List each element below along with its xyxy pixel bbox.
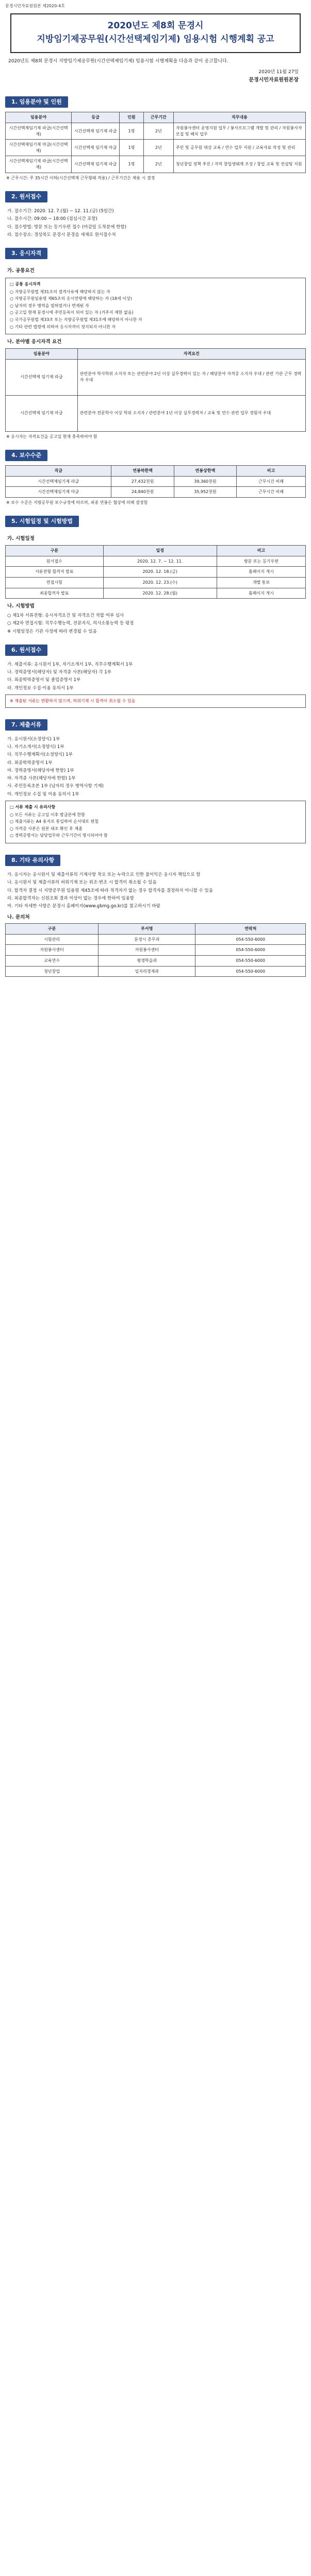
table-cell: 자원봉사센터 운영지원 업무 / 봉사프로그램 개발 및 관리 / 자원봉사자 모집 및 배치 업무 [173, 123, 305, 140]
positions-table [5, 112, 306, 173]
table-header: 근무기간 [143, 112, 173, 123]
box-line: ○ 자격증 사본은 원본 대조 확인 후 제출 [10, 826, 83, 831]
method-subtitle: 나. 시험방법 [7, 603, 35, 609]
application-list [7, 208, 304, 238]
table-cell: 시간선택제임기제 라급 [6, 476, 111, 487]
list-item: ※ 시험일정은 기관 사정에 따라 변경될 수 있음 [7, 629, 97, 634]
table-header: 비고 [217, 546, 305, 556]
table-row [6, 966, 306, 977]
table-row [6, 945, 306, 956]
box-line: ○ 국가공무원법 제33조 또는 지방공무원법 제31조에 해당하지 아니한 자 [10, 317, 142, 323]
table-cell: 시험관리 [6, 934, 99, 945]
table-cell: 시간선택제 임기제 라급 [72, 123, 120, 140]
table-cell: 35,952천원 [174, 487, 236, 498]
salary-note: ※ 보수 수준은 지방공무원 보수규정에 따르며, 최종 연봉은 협상에 의해 결정함 [6, 500, 148, 505]
box-line: ○ 경력증명서는 담당업무와 근무기간이 명시되어야 함 [10, 833, 108, 838]
table-cell: 시간선택제 임기제 마급 [6, 395, 78, 431]
document-notes-box [5, 801, 306, 843]
table-cell: 054-550-6000 [195, 934, 306, 945]
list-item: 바. 자격증 사본(해당자에 한함) 1부 [7, 776, 76, 782]
section-3-subtitle: 가. 공통요건 [7, 268, 35, 274]
table-row [6, 487, 306, 498]
table-row [6, 577, 306, 588]
table-cell: 관련분야 학사학위 소지자 또는 관련분야 2년 이상 실무경력이 있는 자 / 해당분야 자격증 소지자 우대 / 관련 기관 근무 경력자 우대 [77, 359, 305, 395]
list-item: 가. 접수기간: 2020. 12. 7.(월) ~ 12. 11.(금) (5일간) [7, 209, 114, 214]
table-cell: 27,432천원 [111, 476, 174, 487]
table-header: 비고 [237, 466, 306, 477]
table-row [6, 476, 306, 487]
table-cell: 면접시험 [6, 577, 104, 588]
table-cell: 개별 통보 [217, 577, 305, 588]
table-cell: 39,360천원 [174, 476, 236, 487]
table-cell: 관련분야 전문학사 이상 학위 소지자 / 관련분야 1년 이상 실무경력자 / 교육 및 연수 관련 업무 경험자 우대 [77, 395, 305, 431]
table-cell: 자원봉사센터 [6, 945, 99, 956]
box-line: ○ 제출서류는 A4 용지로 통일하여 순서대로 편철 [10, 819, 99, 824]
section-1-note: ※ 근무시간: 주 35시간 이하(시간선택제 근무형태 적용) / 근무기간은 채용 시 결정 [6, 175, 155, 180]
table-cell: 시간선택제 임기제 라급 [72, 156, 120, 173]
contact-subtitle: 나. 문의처 [7, 914, 30, 920]
title-line-1: 2020년도 제8회 문경시 [107, 20, 204, 31]
table-cell: 일자리경제과 [99, 966, 195, 977]
table-cell: 시간선택제 임기제 라급 [6, 359, 78, 395]
table-cell: 근무시간 비례 [237, 487, 306, 498]
table-cell: 1명 [120, 123, 144, 140]
table-cell: 근무시간 비례 [237, 476, 306, 487]
table-cell: 24,840천원 [111, 487, 174, 498]
list-item: 나. 경력증명서(해당자) 및 자격증 사본(해당자) 각 1부 [7, 670, 111, 675]
list-item: 가. 응시원서(소정양식) 1부 [7, 736, 60, 742]
submission-list [7, 662, 304, 691]
section-5-title: 5. 시험일정 및 시험방법 [5, 516, 79, 527]
table-cell: 최종합격자 발표 [6, 588, 104, 599]
table-row [6, 359, 306, 395]
common-qualification-box [5, 278, 306, 334]
table-cell: 2020. 12. 28.(월) [103, 588, 217, 599]
table-header: 임용분야 [6, 348, 78, 359]
table-cell: 교육연수 [6, 956, 99, 967]
list-item: 마. 경력증명서(해당자에 한함) 1부 [7, 768, 74, 773]
qualification-subtitle: 나. 분야별 응시자격 요건 [7, 339, 62, 345]
table-cell: 시간선택제 임기제 마급 [72, 140, 120, 156]
list-item: 아. 개인정보 수집 및 이용 동의서 1부 [7, 791, 79, 797]
salary-table [5, 465, 306, 498]
box-line: ○ 지방공무원법 제31조의 결격사유에 해당하지 않는 자 [10, 289, 110, 294]
list-item: 나. 자기소개서(소정양식) 1부 [7, 744, 64, 750]
table-header: 구분 [6, 924, 99, 935]
documents-list [7, 736, 304, 798]
table-cell: 1명 [120, 156, 144, 173]
warning-box: ※ 제출된 서류는 반환하지 않으며, 허위기재 시 합격이 취소될 수 있음 [5, 694, 306, 708]
table-header: 연락처 [195, 924, 306, 935]
table-cell: 054-550-6000 [195, 966, 306, 977]
list-item: 다. 직무수행계획서(소정양식) 1부 [7, 752, 73, 758]
table-row [6, 556, 306, 567]
list-item: 다. 합격자 결정 시 지방공무원 임용령 제45조에 따라 적격자가 없는 경우 합격자를 결정하지 아니할 수 있음 [7, 888, 213, 893]
section-1-title: 1. 임용분야 및 인원 [5, 96, 68, 108]
notice-page [0, 0, 311, 984]
table-row [6, 934, 306, 945]
section-3-title: 3. 응시자격 [5, 248, 47, 259]
table-cell: 054-550-6000 [195, 945, 306, 956]
box-line: ○ 지방공무원임용령 제65조의 응시연령에 해당하는 자 (18세 이상) [10, 296, 132, 301]
box-title: □ 공통 응시자격 [10, 282, 41, 287]
contact-table [5, 923, 306, 977]
table-cell: 시간선택제임기제 마급(시간선택제) [6, 140, 72, 156]
box-title: □ 서류 제출 시 유의사항 [10, 805, 56, 810]
section-2-title: 2. 원서접수 [5, 191, 47, 202]
list-item: 가. 제출서류: 응시원서 1부, 자기소개서 1부, 직무수행계획서 1부 [7, 662, 133, 667]
table-cell: 시간선택제임기제 마급 [6, 487, 111, 498]
table-cell: 2년 [143, 123, 173, 140]
qualification-note: ※ 응시자는 자격요건을 공고일 현재 충족하여야 함 [6, 434, 97, 439]
notice-org: 문경시민자료원원본장 [249, 77, 299, 83]
table-cell: 시간선택제임기제 라급(시간선택제) [6, 156, 72, 173]
table-cell: 방문 또는 등기우편 [217, 556, 305, 567]
list-item: 다. 접수방법: 방문 또는 등기우편 접수 (마감일 도착분에 한함) [7, 224, 126, 230]
table-row [6, 588, 306, 599]
table-cell: 평생학습과 [99, 956, 195, 967]
table-cell: 홈페이지 게시 [217, 588, 305, 599]
list-item: ○ 제2차 면접시험: 직무수행능력, 전문지식, 의사소통능력 등 평정 [7, 621, 134, 626]
table-cell: 자원봉사센터 [99, 945, 195, 956]
table-header: 연봉상한액 [174, 466, 236, 477]
section-7-title: 7. 제출서류 [5, 719, 47, 731]
table-header: 연봉하한액 [111, 466, 174, 477]
list-item: 라. 접수장소: 경상북도 문경시 문경읍 새재로 원서접수처 [7, 232, 116, 238]
section-6-title: 6. 원서접수 [5, 645, 47, 656]
table-cell: 문경시 총무과 [99, 934, 195, 945]
list-item: 라. 최종합격자는 신원조회 결과 이상이 없는 경우에 한하여 임용함 [7, 895, 135, 901]
table-header: 등급 [72, 112, 120, 123]
table-cell: 2년 [143, 156, 173, 173]
table-cell: 2020. 12. 18.(금) [103, 567, 217, 578]
list-item: 라. 최종학력증명서 1부 [7, 760, 53, 766]
table-row [6, 140, 306, 156]
list-item: 다. 최종학력증명서 및 졸업증명서 1부 [7, 677, 81, 683]
table-row [6, 567, 306, 578]
table-header: 일정 [103, 546, 217, 556]
table-cell: 청년창업 [6, 966, 99, 977]
table-row [6, 395, 306, 431]
table-cell: 시간선택제임기제 라급(시간선택제) [6, 123, 72, 140]
table-header: 부서명 [99, 924, 195, 935]
table-cell: 2년 [143, 140, 173, 156]
list-item: 나. 접수시간: 09:00 ~ 18:00 (점심시간 포함) [7, 216, 97, 222]
box-line: ○ 기타 관련 법령에 의하여 응시자격이 정지되지 아니한 자 [10, 324, 116, 329]
table-cell: 원서접수 [6, 556, 104, 567]
table-cell: 1명 [120, 140, 144, 156]
list-item: 라. 개인정보 수집·이용 동의서 1부 [7, 685, 74, 691]
notes-list [7, 872, 304, 910]
box-line: ○ 남자의 경우 병역을 필하였거나 면제된 자 [10, 303, 89, 308]
section-4-title: 4. 보수수준 [5, 450, 47, 461]
list-item: ○ 제1차 서류전형: 응시자격요건 및 자격요건 적합 여부 심사 [7, 613, 124, 618]
table-row [6, 123, 306, 140]
table-header: 직무내용 [173, 112, 305, 123]
table-header: 직급 [6, 466, 111, 477]
table-cell: 2020. 12. 7. ~ 12. 11. [103, 556, 217, 567]
table-cell: 주민 및 공무원 대상 교육 / 연수 업무 지원 / 교육자료 작성 및 관리 [173, 140, 305, 156]
table-header: 인원 [120, 112, 144, 123]
schedule-subtitle: 가. 시험일정 [7, 536, 35, 542]
schedule-table [5, 545, 306, 599]
title-box [10, 13, 301, 53]
intro-text: 2020년도 제8회 문경시 지방임기제공무원(시간선택제임기제) 임용시험 시행계획을 다음과 같이 공고합니다. [8, 58, 228, 64]
table-row [6, 956, 306, 967]
box-line: ○ 공고일 현재 문경시에 주민등록이 되어 있는 자 (거주지 제한 없음) [10, 310, 134, 315]
table-cell: 청년창업 정책 추진 / 지역 창업생태계 조성 / 창업 교육 및 컨설팅 지원 [173, 156, 305, 173]
list-item: 마. 기타 자세한 사항은 문경시 홈페이지(www.gbmg.go.kr)를 참고하시기 바람 [7, 904, 160, 909]
table-row [6, 156, 306, 173]
table-cell: 054-550-6000 [195, 956, 306, 967]
table-header: 임용분야 [6, 112, 72, 123]
list-item: 가. 응시자는 응시원서 및 제출서류의 기재사항 착오 또는 누락으로 인한 불이익은 응시자 책임으로 함 [7, 872, 201, 877]
method-list [7, 613, 304, 635]
qualification-table [5, 348, 306, 432]
table-header: 구분 [6, 546, 104, 556]
table-header: 자격요건 [77, 348, 305, 359]
box-line: ○ 모든 서류는 공고일 이후 발급분에 한함 [10, 812, 85, 817]
table-cell: 2020. 12. 23.(수) [103, 577, 217, 588]
document-number: 문경시민자료원원본 제2020-4호 [5, 4, 65, 8]
list-item: 사. 주민등록초본 1부 (남자의 경우 병역사항 기재) [7, 784, 104, 789]
notice-date: 2020년 11월 27일 [258, 69, 299, 75]
section-8-title: 8. 기타 유의사항 [5, 855, 60, 866]
table-cell: 홈페이지 게시 [217, 567, 305, 578]
title-line-2: 지방임기제공무원(시간선택제임기제) 임용시험 시행계획 공고 [37, 34, 274, 45]
table-cell: 서류전형 합격자 발표 [6, 567, 104, 578]
list-item: 나. 응시원서 및 제출서류의 허위기재 또는 위조·변조 시 합격이 취소될 수 있음 [7, 880, 157, 886]
